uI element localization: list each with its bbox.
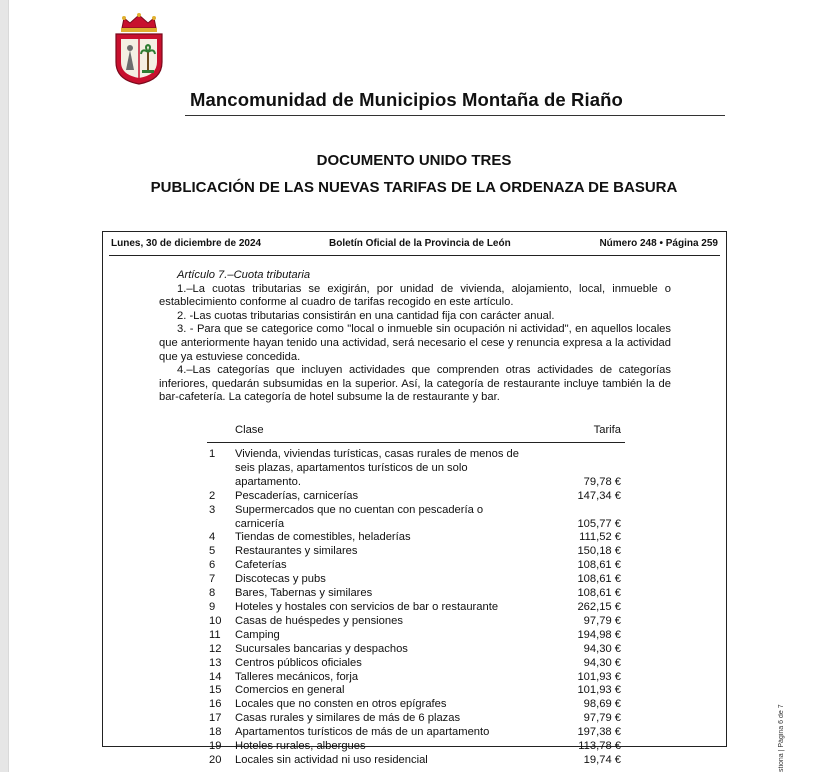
table-row [207, 559, 625, 573]
row-number: 12 [209, 642, 222, 655]
bulletin-header-divider [109, 255, 720, 256]
page-shadow [0, 0, 8, 772]
tariff-table-header [207, 424, 625, 443]
table-row [207, 643, 625, 657]
table-row [207, 726, 625, 740]
row-clase: Sucursales bancarias y despachos [235, 642, 408, 655]
row-number: 9 [209, 600, 216, 613]
bulletin-excerpt [102, 231, 727, 766]
row-clase: Cafeterías [235, 559, 287, 572]
row-tarifa: 105,77 € [577, 517, 621, 530]
table-row [207, 531, 625, 545]
row-number: 13 [209, 656, 222, 669]
table-row [207, 657, 625, 671]
row-clase: Discotecas y pubs [235, 573, 326, 586]
row-tarifa: 108,61 € [577, 573, 621, 586]
row-clase: Locales que no consten en otros epígrafes [235, 698, 447, 711]
column-header-clase: Clase [235, 424, 264, 436]
article-heading: Artículo 7.–Cuota tributaria [177, 269, 311, 281]
row-clase: Centros públicos oficiales [235, 656, 362, 669]
row-number: 1 [209, 448, 216, 460]
table-row [207, 740, 625, 754]
row-tarifa: 150,18 € [577, 545, 621, 558]
article-paragraph: 4.–Las categorías que incluyen actividades que comprenden otras actividades de categorías inferiores, quedarán subsumidas en la superior. Así, la categoría de restaurante incluye también la de bar-cafetería. La categoría de hotel subsume la de restaurante y bar. [159, 364, 671, 404]
article-paragraph: 1.–La cuotas tributarias se exigirán, por unidad de vivienda, alojamiento, local, inmueble o establecimiento conforme al cuadro de tarifas recogido en este artículo. [159, 282, 671, 309]
row-clase: Vivienda, viviendas turísticas, casas rurales de menos de seis plazas, apartamentos turísticos de un solo apartamento. [235, 448, 519, 488]
row-tarifa: 101,93 € [577, 670, 621, 683]
bulletin-number: Número 248 • Página 259 [599, 238, 718, 249]
row-number: 15 [209, 684, 222, 697]
organization-title: Mancomunidad de Municipios Montaña de Riaño [190, 89, 623, 110]
tariff-table [207, 424, 625, 768]
row-clase: Locales sin actividad ni uso residencial [235, 753, 428, 766]
row-tarifa: 97,79 € [583, 712, 621, 725]
row-tarifa: 108,61 € [577, 587, 621, 600]
table-row [207, 698, 625, 712]
row-number: 7 [209, 573, 216, 586]
table-row [207, 615, 625, 629]
row-tarifa: 94,30 € [583, 642, 621, 655]
table-row [207, 504, 625, 532]
table-row [207, 587, 625, 601]
row-number: 5 [209, 545, 216, 558]
article-body [159, 269, 671, 405]
row-clase: Restaurantes y similares [235, 545, 358, 558]
row-number: 6 [209, 559, 216, 572]
row-clase: Apartamentos turísticos de más de un apartamento [235, 726, 490, 739]
row-number: 14 [209, 670, 222, 683]
row-clase: Tiendas de comestibles, heladerías [235, 531, 411, 544]
page-side-note: stiona | Página 6 de 7 [778, 704, 785, 772]
row-number: 2 [209, 489, 216, 502]
table-row [207, 754, 625, 768]
row-clase: Talleres mecánicos, forja [235, 670, 359, 683]
row-number: 19 [209, 740, 222, 753]
row-number: 16 [209, 698, 222, 711]
row-tarifa: 113,78 € [578, 740, 621, 753]
row-clase: Comercios en general [235, 684, 345, 697]
row-clase: Bares, Tabernas y similares [235, 587, 373, 600]
row-tarifa: 79,78 € [583, 475, 621, 488]
row-number: 4 [209, 531, 216, 544]
row-number: 11 [209, 628, 221, 641]
row-number: 8 [209, 587, 216, 600]
row-tarifa: 197,38 € [577, 726, 621, 739]
row-tarifa: 19,74 € [583, 753, 621, 766]
row-tarifa: 108,61 € [577, 559, 621, 572]
tariff-rows [207, 448, 625, 768]
row-number: 18 [209, 726, 222, 739]
row-clase: Hoteles y hostales con servicios de bar o restaurante [235, 600, 499, 613]
table-row [207, 490, 625, 504]
row-number: 3 [209, 503, 216, 516]
table-row [207, 601, 625, 615]
document-subtitle: PUBLICACIÓN DE LAS NUEVAS TARIFAS DE LA ORDENAZA DE BASURA [150, 179, 678, 196]
row-tarifa: 101,93 € [577, 684, 621, 697]
document-title: DOCUMENTO UNIDO TRES [316, 152, 512, 169]
article-paragraph: 2. -Las cuotas tributarias consistirán en una cantidad fija con carácter anual. [177, 309, 555, 322]
bulletin-header [111, 238, 718, 252]
table-row [207, 448, 625, 490]
row-tarifa: 111,52 € [579, 531, 621, 544]
row-clase: Casas rurales y similares de más de 6 plazas [235, 712, 461, 725]
row-tarifa: 147,34 € [577, 489, 621, 502]
table-row [207, 573, 625, 587]
table-row [207, 712, 625, 726]
row-clase: Supermercados que no cuentan con pescadería o carnicería [235, 503, 484, 530]
row-tarifa: 97,79 € [583, 614, 621, 627]
row-tarifa: 262,15 € [577, 600, 621, 613]
bulletin-date: Lunes, 30 de diciembre de 2024 [111, 238, 262, 249]
row-number: 10 [209, 614, 222, 627]
table-row [207, 545, 625, 559]
row-clase: Pescaderías, carnicerías [235, 489, 359, 502]
bulletin-name: Boletín Oficial de la Provincia de León [329, 238, 511, 249]
row-clase: Camping [235, 628, 280, 641]
row-number: 20 [209, 753, 222, 766]
row-tarifa: 98,69 € [583, 698, 621, 711]
column-header-tarifa: Tarifa [593, 424, 621, 436]
title-divider [185, 115, 725, 116]
table-row [207, 629, 625, 643]
row-clase: Hoteles rurales, albergues [235, 740, 366, 753]
row-number: 17 [209, 712, 222, 725]
row-tarifa: 94,30 € [583, 656, 621, 669]
table-row [207, 684, 625, 698]
coat-of-arms-icon [108, 12, 170, 86]
row-clase: Casas de huéspedes y pensiones [235, 614, 403, 627]
table-row [207, 671, 625, 685]
row-tarifa: 194,98 € [577, 628, 621, 641]
article-paragraph: 3. - Para que se categorice como "local o inmueble sin ocupación ni actividad", en aquellos locales que anteriormente hayan tenido una actividad, será necesario el cese y renuncia expresa a la actividad que ya estuviese concedida. [159, 323, 671, 363]
